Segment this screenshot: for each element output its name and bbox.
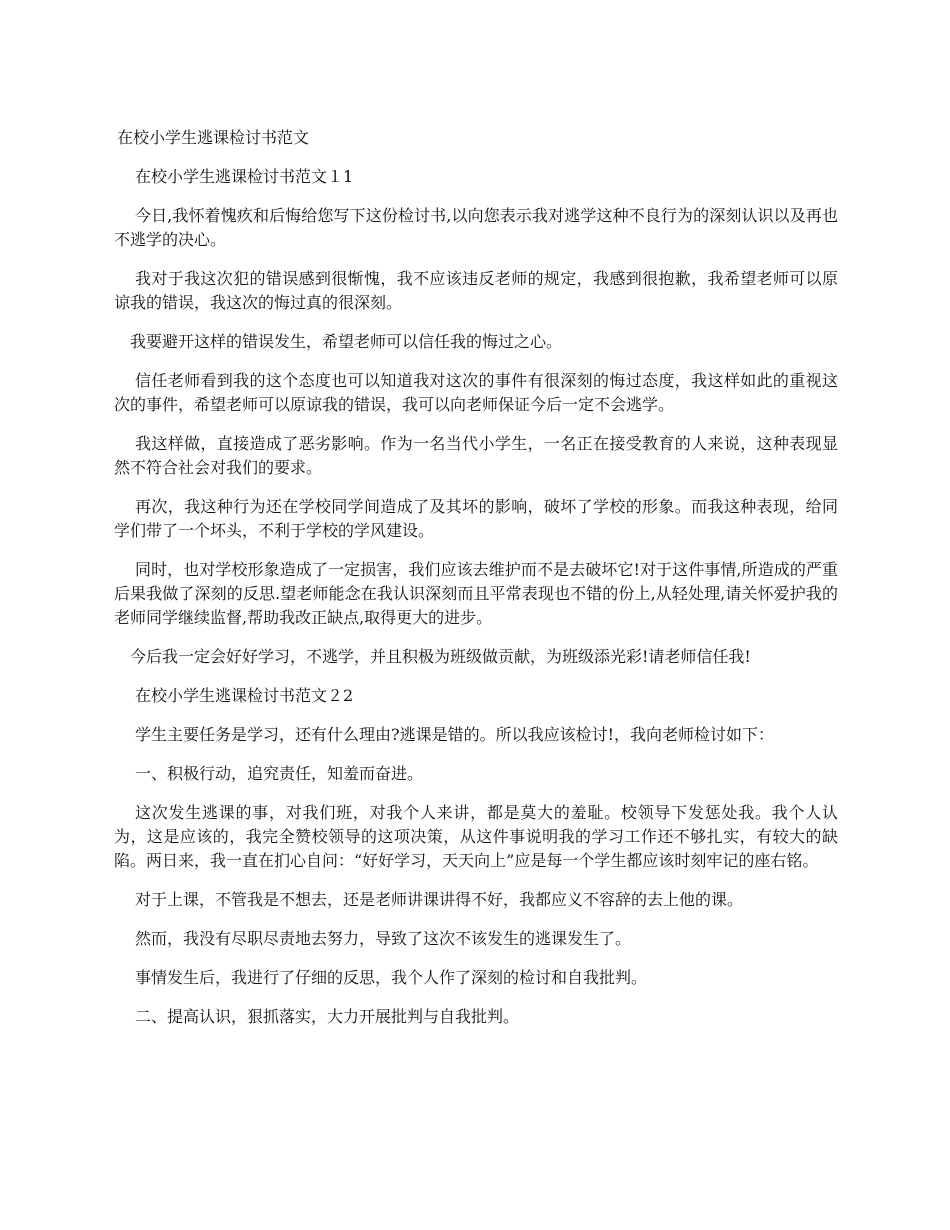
paragraph: 信任老师看到我的这个态度也可以知道我对这次的事件有很深刻的悔过态度，我这样如此的重视这次的事件，希望老师可以原谅我的错误，我可以向老师保证今后一定不会逃学。 [114, 371, 838, 414]
list-heading-1: 一、积极行动，追究责任，知羞而奋进。 [135, 764, 424, 783]
paragraph: 对于上课，不管我是不想去，还是老师讲课讲得不好，我都应义不容辞的去上他的课。 [135, 890, 744, 909]
paragraph: 然而，我没有尽职尽责地去努力，导致了这次不该发生的逃课发生了。 [135, 929, 632, 948]
paragraph: 我要避开这样的错误发生，希望老师可以信任我的悔过之心。 [130, 332, 563, 351]
list-heading-2: 二、提高认识，狠抓落实，大力开展批判与自我批判。 [135, 1007, 520, 1026]
section-heading-2: 在校小学生逃课检讨书范文２2 [135, 686, 354, 705]
paragraph: 今后我一定会好好学习，不逃学，并且积极为班级做贡献，为班级添光彩!请老师信任我! [130, 647, 751, 666]
paragraph: 同时，也对学校形象造成了一定损害，我们应该去维护而不是去破坏它!对于这件事情,所造成的严重后果我做了深刻的反思.望老师能念在我认识深刻而且平常表现也不错的份上,从轻处理,请关怀爱护我的老师同学继续监督,帮助我改正缺点,取得更大的进步。 [114, 560, 838, 627]
document-body [114, 126, 838, 1044]
paragraph: 今日,我怀着愧疚和后悔给您写下这份检讨书,以向您表示我对逃学这种不良行为的深刻认识以及再也不逃学的决心。 [114, 206, 838, 249]
paragraph: 我对于我这次犯的错误感到很惭愧，我不应该违反老师的规定，我感到很抱歉，我希望老师可以原谅我的错误，我这次的悔过真的很深刻。 [114, 269, 838, 312]
paragraph: 学生主要任务是学习，还有什么理由?逃课是错的。所以我应该检讨!，我向老师检讨如下： [135, 725, 775, 744]
paragraph: 我这样做，直接造成了恶劣影响。作为一名当代小学生，一名正在接受教育的人来说，这种表现显然不符合社会对我们的要求。 [114, 434, 838, 477]
paragraph: 再次，我这种行为还在学校同学间造成了及其坏的影响，破坏了学校的形象。而我这种表现，给同学们带了一个坏头，不利于学校的学风建设。 [114, 497, 838, 540]
paragraph: 事情发生后，我进行了仔细的反思，我个人作了深刻的检讨和自我批判。 [135, 968, 648, 987]
document-title: 在校小学生逃课检讨书范文 [117, 128, 310, 147]
section-heading-1: 在校小学生逃课检讨书范文１1 [135, 167, 354, 186]
paragraph: 这次发生逃课的事，对我们班，对我个人来讲，都是莫大的羞耻。校领导下发惩处我。我个人认为，这是应该的，我完全赞校领导的这项决策，从这件事说明我的学习工作还不够扎实，有较大的缺陷。两日来，我一直在扪心自问：“好好学习，天天向上”应是每一个学生都应该时刻牢记的座右铭。 [114, 803, 838, 870]
